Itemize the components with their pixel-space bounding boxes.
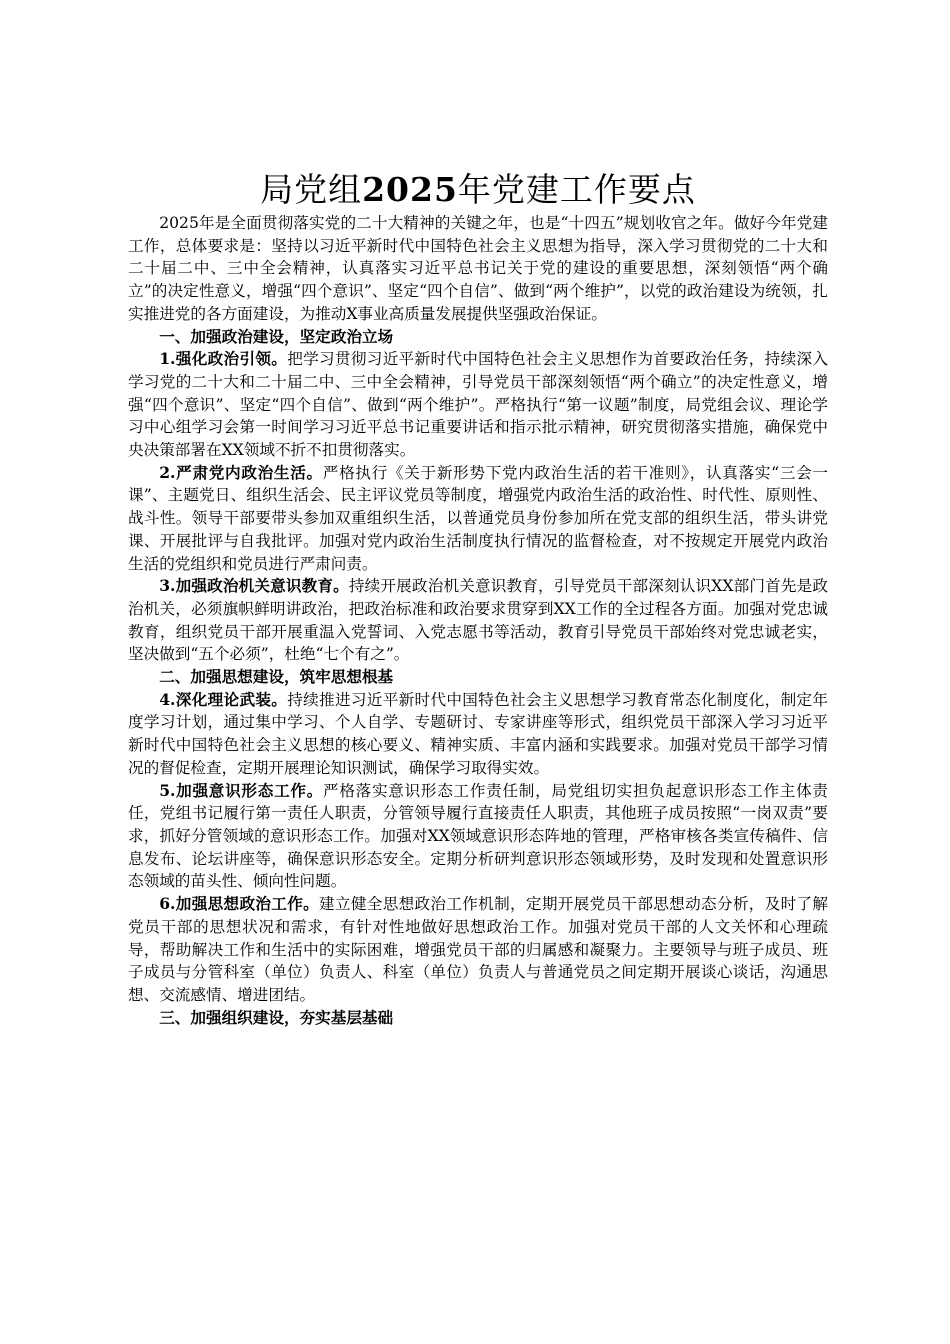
item-1-paragraph bbox=[128, 348, 828, 462]
title-suffix: 年党建工作要点 bbox=[457, 170, 696, 209]
item-5-lead: 5.加强意识形态工作。 bbox=[159, 780, 324, 800]
item-2-lead: 2.严肃党内政治生活。 bbox=[159, 462, 323, 482]
title-year: 2025 bbox=[362, 170, 458, 209]
item-1-lead: 1.强化政治引领。 bbox=[159, 349, 288, 369]
document-title bbox=[128, 168, 828, 212]
item-5-paragraph bbox=[128, 780, 828, 894]
item-6-paragraph bbox=[128, 893, 828, 1007]
item-1-body: 把学习贯彻习近平新时代中国特色社会主义思想作为首要政治任务，持续深入学习党的二十大和二十届二中、三中全会精神，引导党员干部深刻领悟“两个确立”的决定性意义，增强“四个意识”、坚定“四个自信”、做到“两个维护”。严格执行“第一议题”制度，局党组会议、理论学习中心组学习会第一时间学习习近平总书记重要讲话和指示批示精神，研究贯彻落实措施，确保党中央决策部署在XX领域不折不扣贯彻落实。 bbox=[128, 350, 828, 460]
item-4-lead: 4.深化理论武装。 bbox=[159, 689, 288, 709]
section-2-heading: 二、加强思想建设，筑牢思想根基 bbox=[159, 667, 394, 687]
document-page bbox=[128, 168, 828, 1029]
section-1-heading: 一、加强政治建设，坚定政治立场 bbox=[159, 326, 394, 346]
item-4-paragraph bbox=[128, 689, 828, 780]
item-3-body: 持续开展政治机关意识教育，引导党员干部深刻认识XX部门首先是政治机关，必须旗帜鲜明讲政治，把政治标准和政治要求贯穿到XX工作的全过程各方面。加强对党忠诚教育，组织党员干部开展重温入党誓词、入党志愿书等活动，教育引导党员干部始终对党忠诚老实，坚决做到“五个必须”，杜绝“七个有之”。 bbox=[128, 577, 828, 664]
section-3-heading: 三、加强组织建设，夯实基层基础 bbox=[159, 1007, 394, 1027]
item-5-body: 严格落实意识形态工作责任制，局党组切实担负起意识形态工作主体责任，党组书记履行第一责任人职责，分管领导履行直接责任人职责，其他班子成员按照“一岗双责”要求，抓好分管领域的意识形态工作。加强对XX领域意识形态阵地的管理，严格审核各类宣传稿件、信息发布、论坛讲座等，确保意识形态安全。定期分析研判意识形态领域形势，及时发现和处置意识形态领域的苗头性、倾向性问题。 bbox=[128, 781, 828, 891]
item-3-lead: 3.加强政治机关意识教育。 bbox=[159, 576, 349, 596]
intro-paragraph: 2025年是全面贯彻落实党的二十大精神的关键之年，也是“十四五”规划收官之年。做好今年党建工作，总体要求是：坚持以习近平新时代中国特色社会主义思想为指导，深入学习贯彻党的二十大和二十届二中、三中全会精神，认真落实习近平总书记关于党的建设的重要思想，深刻领悟“两个确立”的决定性意义，增强“四个意识”、坚定“四个自信”、做到“两个维护”，以党的政治建设为统领，扎实推进党的各方面建设，为推动X事业高质量发展提供坚强政治保证。 bbox=[128, 214, 828, 323]
item-4-body: 持续推进习近平新时代中国特色社会主义思想学习教育常态化制度化，制定年度学习计划，通过集中学习、个人自学、专题研讨、专家讲座等形式，组织党员干部深入学习习近平新时代中国特色社会主义思想的核心要义、精神实质、丰富内涵和实践要求。加强对党员干部学习情况的督促检查，定期开展理论知识测试，确保学习取得实效。 bbox=[128, 690, 828, 777]
item-2-paragraph bbox=[128, 462, 828, 576]
item-2-body: 严格执行《关于新形势下党内政治生活的若干准则》，认真落实“三会一课”、主题党日、组织生活会、民主评议党员等制度，增强党内政治生活的政治性、时代性、原则性、战斗性。领导干部要带头参加双重组织生活，以普通党员身份参加所在党支部的组织生活，带头讲党课、开展批评与自我批评。加强对党内政治生活制度执行情况的监督检查，对不按规定开展党内政治生活的党组织和党员进行严肃问责。 bbox=[128, 463, 828, 573]
item-3-paragraph bbox=[128, 575, 828, 666]
item-6-body: 建立健全思想政治工作机制，定期开展党员干部思想动态分析，及时了解党员干部的思想状况和需求，有针对性地做好思想政治工作。加强对党员干部的人文关怀和心理疏导，帮助解决工作和生活中的实际困难，增强党员干部的归属感和凝聚力。主要领导与班子成员、班子成员与分管科室（单位）负责人、科室（单位）负责人与普通党员之间定期开展谈心谈话，沟通思想、交流感情、增进团结。 bbox=[128, 895, 828, 1004]
title-prefix: 局党组 bbox=[260, 170, 363, 209]
item-6-lead: 6.加强思想政治工作。 bbox=[159, 894, 320, 914]
